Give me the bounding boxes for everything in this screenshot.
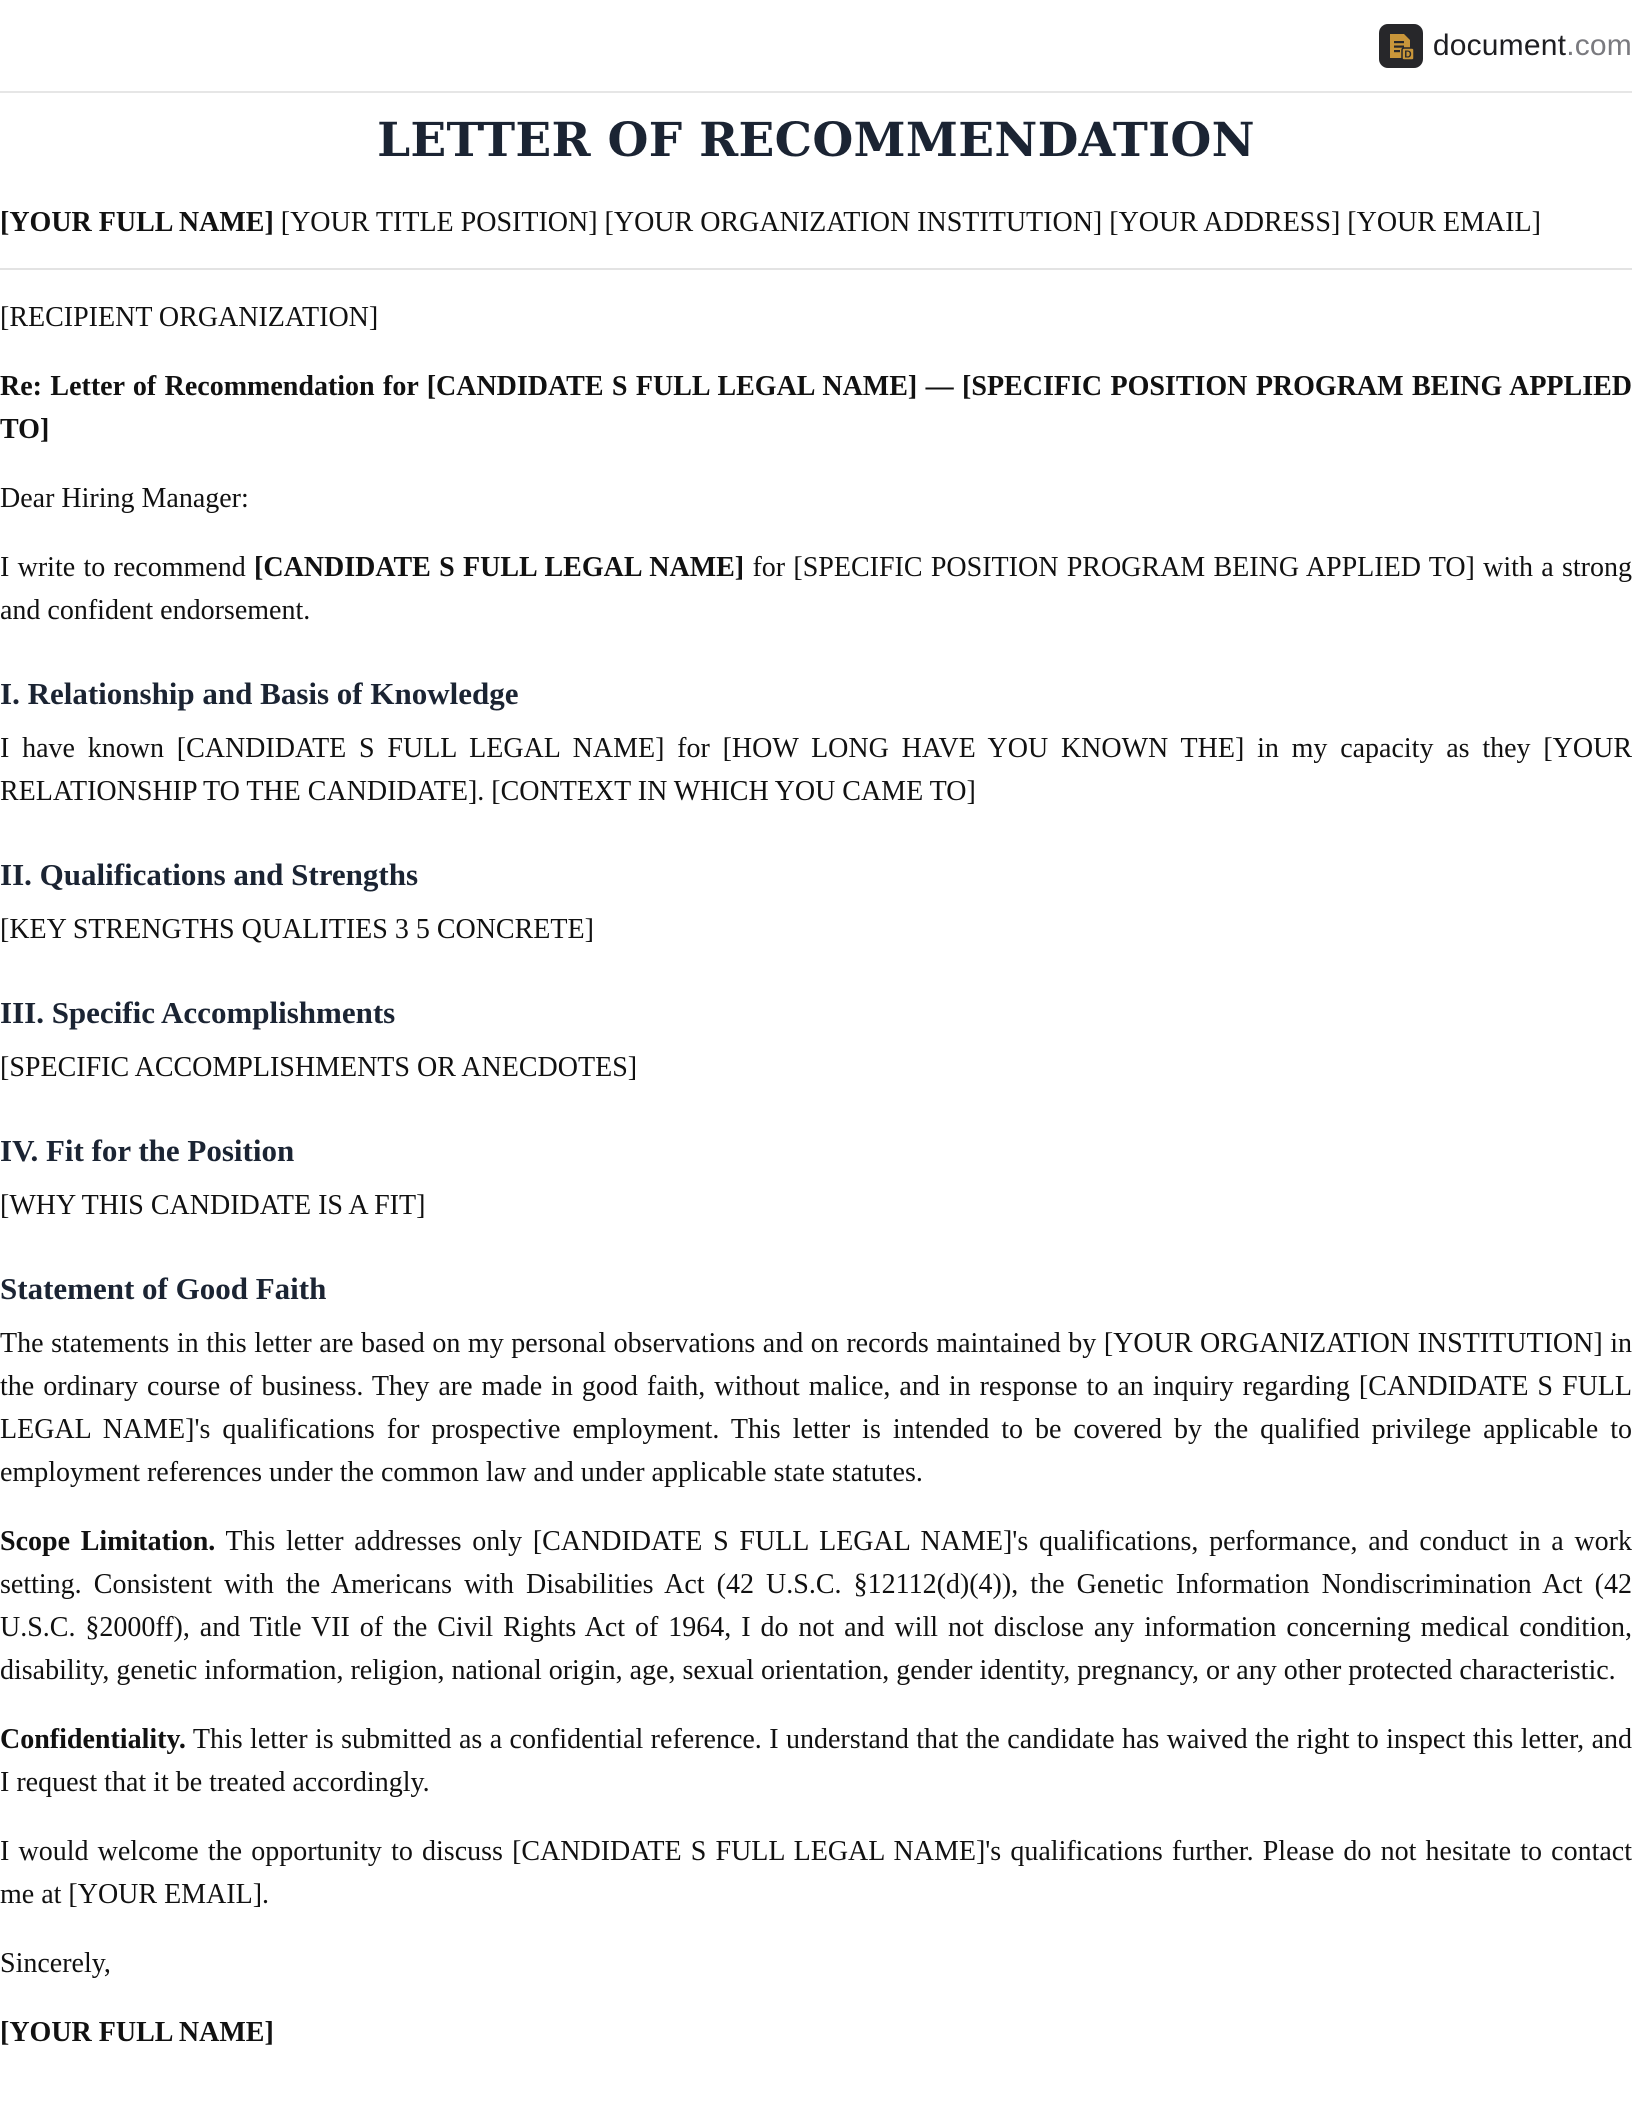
brand-name-tld: .com xyxy=(1566,29,1632,62)
section-body-relationship: I have known [CANDIDATE S FULL LEGAL NAME] for [HOW LONG HAVE YOU KNOWN THE] in my capacity as they [YOUR RELATIONSHIP TO THE CANDIDATE]. [CONTEXT IN WHICH YOU CAME TO] xyxy=(0,733,1632,807)
intro-candidate-name: [CANDIDATE S FULL LEGAL NAME] xyxy=(254,552,745,583)
brand-logo[interactable] xyxy=(1379,24,1632,68)
re-line: Re: Letter of Recommendation for [CANDIDATE S FULL LEGAL NAME] — [SPECIFIC POSITION PROGRAM BEING APPLIED TO] xyxy=(0,371,1632,445)
svg-text:D: D xyxy=(1404,49,1412,61)
signature-name: [YOUR FULL NAME] xyxy=(0,2017,274,2048)
section-heading-fit: IV. Fit for the Position xyxy=(0,1133,295,1168)
sender-name: [YOUR FULL NAME] xyxy=(0,207,274,238)
salutation: Dear Hiring Manager: xyxy=(0,483,249,514)
header-divider xyxy=(0,268,1632,270)
sender-block xyxy=(0,201,1632,244)
sender-details: [YOUR TITLE POSITION] [YOUR ORGANIZATION INSTITUTION] [YOUR ADDRESS] [YOUR EMAIL] xyxy=(273,207,1541,238)
letter-document xyxy=(0,93,1632,2054)
section-heading-relationship: I. Relationship and Basis of Knowledge xyxy=(0,676,519,711)
brand-name-main: document xyxy=(1432,29,1567,62)
sign-off: Sincerely, xyxy=(0,1948,111,1979)
section-heading-accomplishments: III. Specific Accomplishments xyxy=(0,995,396,1030)
section-heading-good-faith: Statement of Good Faith xyxy=(0,1271,327,1306)
document-logo-icon xyxy=(1379,24,1423,68)
section-body-fit: [WHY THIS CANDIDATE IS A FIT] xyxy=(0,1190,426,1221)
section-body-qualifications: [KEY STRENGTHS QUALITIES 3 5 CONCRETE] xyxy=(0,914,594,945)
recipient: [RECIPIENT ORGANIZATION] xyxy=(0,302,379,333)
confidentiality-label: Confidentiality. xyxy=(0,1724,186,1755)
scope-limitation-paragraph xyxy=(0,1520,1632,1692)
brand-name xyxy=(1433,29,1632,63)
intro-before: I write to recommend xyxy=(0,552,255,583)
confidentiality-text: This letter is submitted as a confidential reference. I understand that the candidate has waived the right to inspect this letter, and I request that it be treated accordingly. xyxy=(0,1724,1632,1798)
section-body-accomplishments: [SPECIFIC ACCOMPLISHMENTS OR ANECDOTES] xyxy=(0,1052,638,1083)
scope-limitation-text: This letter addresses only [CANDIDATE S FULL LEGAL NAME]'s qualifications, performance, and conduct in a work setting. Consistent with the Americans with Disabilities Act (42 U.S.C. §12112(d)(4)), the Genetic Information Nondiscrimination Act (42 U.S.C. §2000ff), and Title VII of the Civil Rights Act of 1964, I do not and will not disclose any information concerning medical condition, disability, genetic information, religion, national origin, age, sexual orientation, gender identity, pregnancy, or any other protected characteristic. xyxy=(0,1526,1632,1686)
section-body-good-faith: The statements in this letter are based on my personal observations and on records maintained by [YOUR ORGANIZATION INSTITUTION] in the ordinary course of business. They are made in good faith, without malice, and in response to an inquiry regarding [CANDIDATE S FULL LEGAL NAME]'s qualifications for prospective employment. This letter is intended to be covered by the qualified privilege applicable to employment references under the common law and under applicable state statutes. xyxy=(0,1328,1632,1488)
site-header xyxy=(0,0,1632,93)
intro-paragraph xyxy=(0,546,1632,632)
scope-limitation-label: Scope Limitation. xyxy=(0,1526,216,1557)
intro-after: for [SPECIFIC POSITION PROGRAM BEING APPLIED TO] with a strong and confident endorsement. xyxy=(0,552,1632,626)
document-title: LETTER OF RECOMMENDATION xyxy=(377,113,1255,168)
confidentiality-paragraph xyxy=(0,1718,1632,1804)
closing-paragraph: I would welcome the opportunity to discuss [CANDIDATE S FULL LEGAL NAME]'s qualifications further. Please do not hesitate to contact me at [YOUR EMAIL]. xyxy=(0,1836,1632,1910)
section-heading-qualifications: II. Qualifications and Strengths xyxy=(0,857,419,892)
